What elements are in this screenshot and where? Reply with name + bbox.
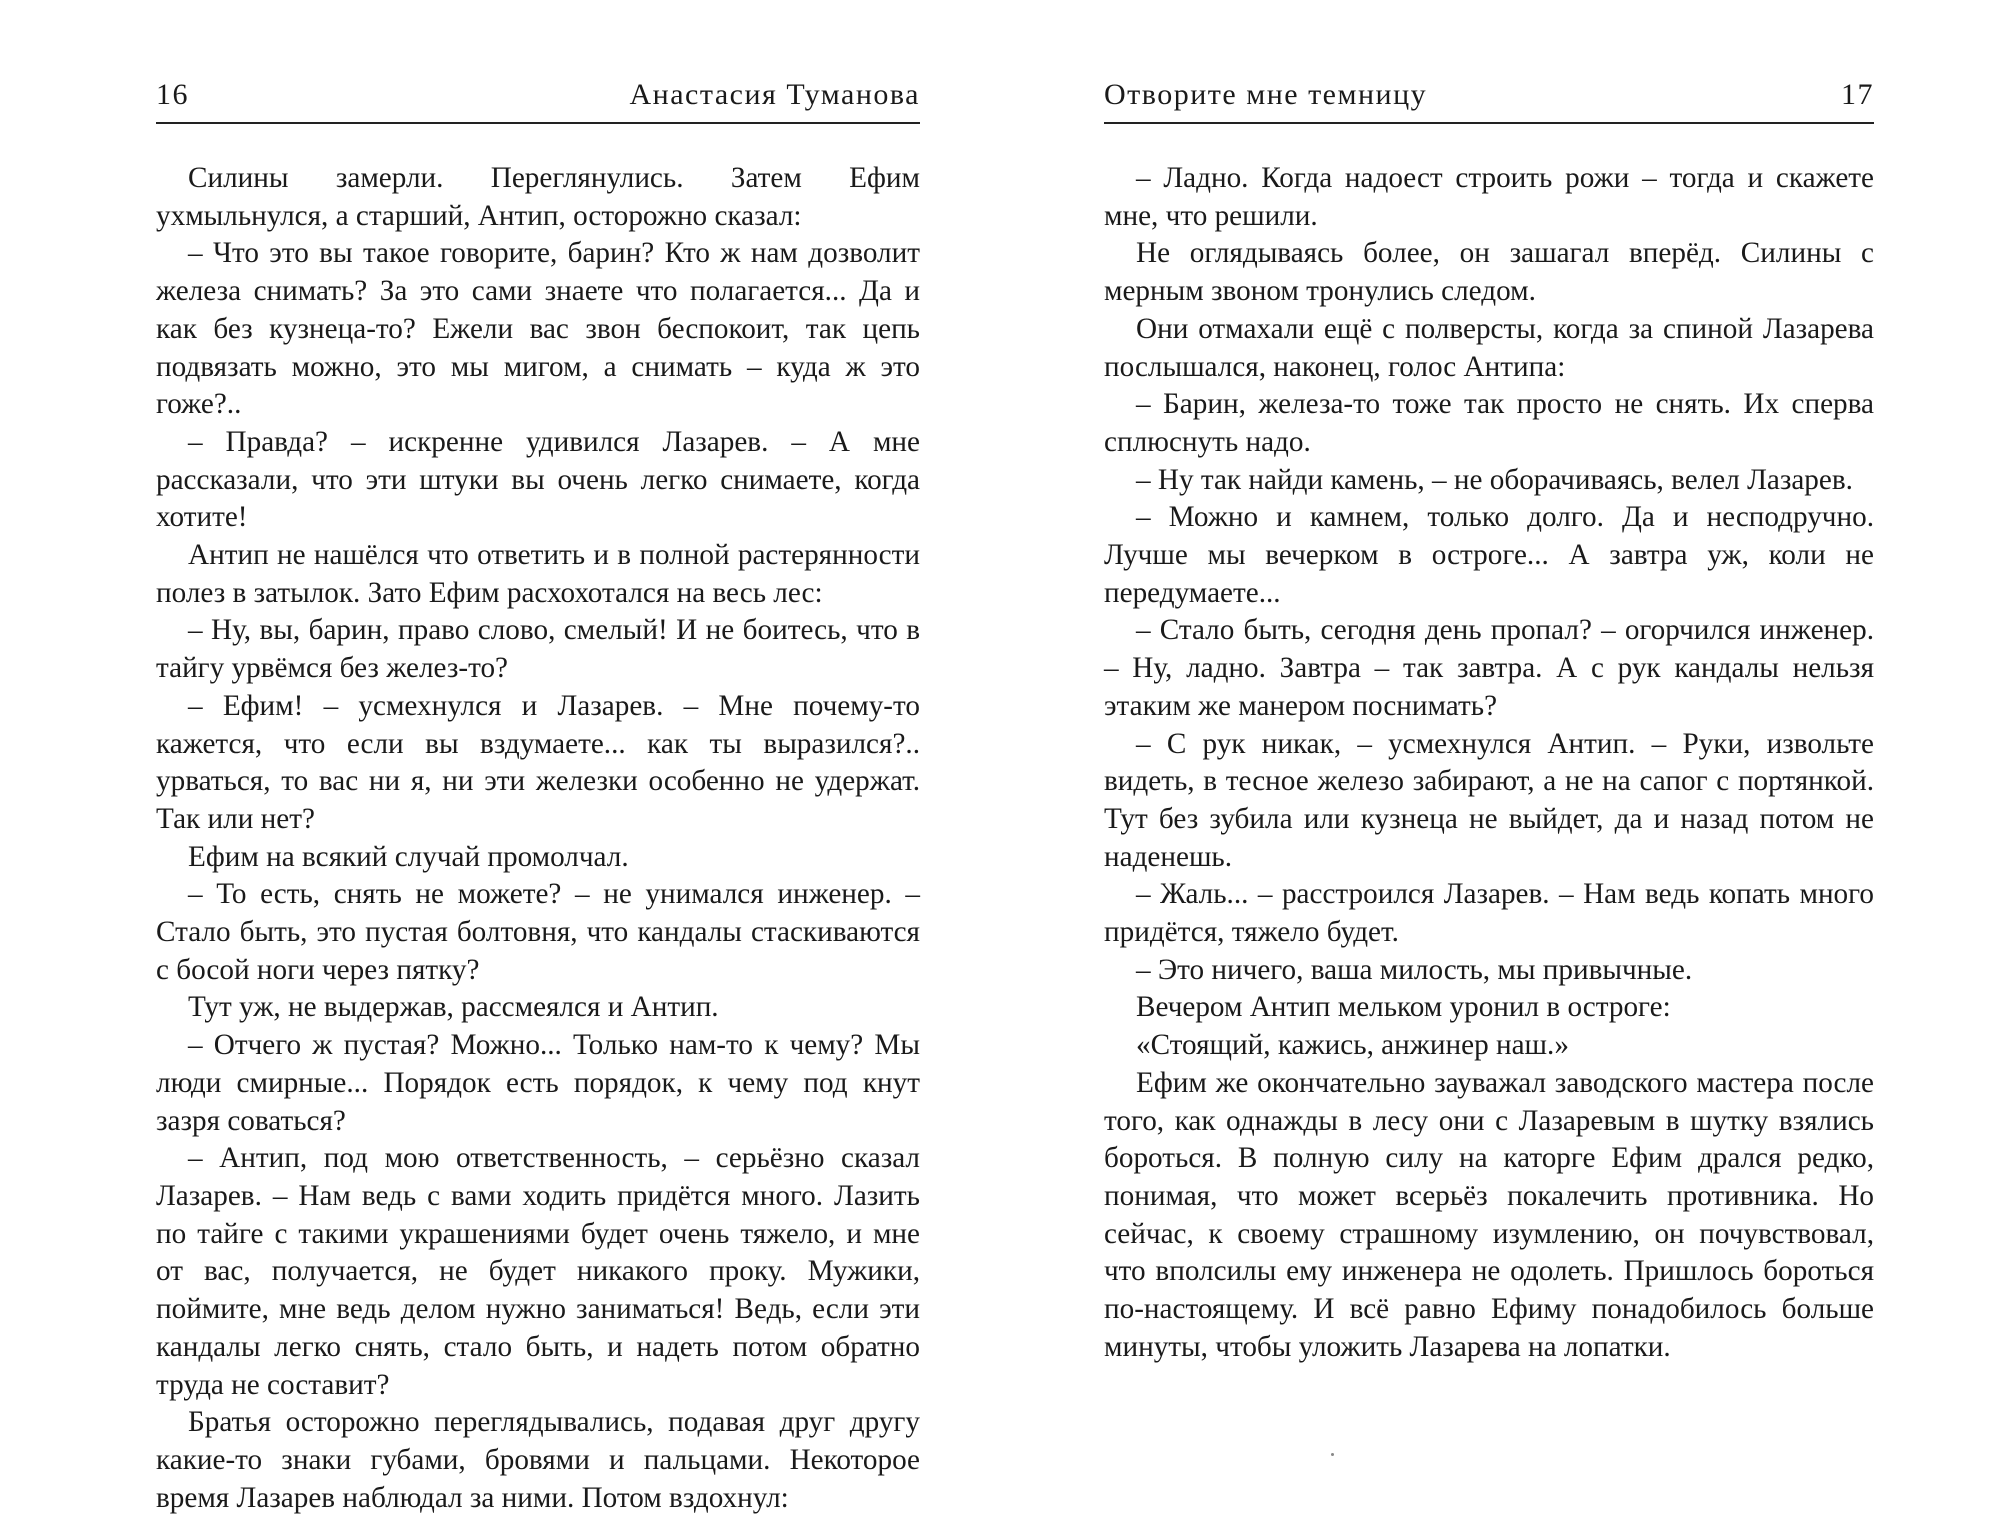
paragraph: – Отчего ж пустая? Можно... Только нам-то к чему? Мы люди смирные... Порядок есть порядок, к чему под кнут зазря соваться? [156, 1029, 920, 1137]
paragraph: «Стоящий, кажись, анжинер наш.» [1136, 1029, 1569, 1062]
paragraph: Они отмахали ещё с полверсты, когда за спиной Лазарева послышался, наконец, голос Антипа: [1104, 312, 1874, 383]
page-number: 17 [1841, 78, 1874, 111]
paragraph: Ефим на всякий случай промолчал. [188, 840, 629, 873]
paragraph: – Антип, под мою ответственность, – серьёзно сказал Лазарев. – Нам ведь с вами ходить придётся много. Лазить по тайге с такими украшениями будет очень тяжело, и мне от вас, получается, не будет никакого проку. Мужики, поймите, мне ведь делом нужно заниматься! Ведь, если эти кандалы легко снять, стало быть, и надеть потом обратно труда не составит? [156, 1142, 920, 1401]
right-page-header [1104, 78, 1874, 124]
paragraph: – Что это вы такое говорите, барин? Кто ж нам дозволит железа снимать? За это сами знаете что полагается... Да и как без кузнеца-то? Ежели вас звон беспокоит, так цепь подвязать можно, это мы мигом, а снимать – куда ж это гоже?.. [156, 237, 920, 421]
paragraph: – Ну, вы, барин, право слово, смелый! И не боитесь, что в тайгу урвёмся без желез-то? [156, 614, 920, 685]
paragraph: – Стало быть, сегодня день пропал? – огорчился инженер. – Ну, ладно. Завтра – так завтра. А с рук кандалы нельзя этаким же манером поснимать? [1104, 614, 1874, 722]
paragraph: – Ладно. Когда надоест строить рожи – тогда и скажете мне, что решили. [1104, 162, 1874, 232]
left-page-body [156, 160, 920, 1517]
paragraph: Ефим же окончательно зауважал заводского мастера после того, как однажды в лесу они с Лазаревым в шутку взялись бороться. В полную силу на каторге Ефим дрался редко, понимая, что может всерьёз покалечить противника. Но сейчас, к своему страшному изумлению, он почувствовал, что вполсилы ему инженера не одолеть. Пришлось бороться по-настоящему. И всё равно Ефиму понадобилось больше минуты, чтобы уложить Лазарева на лопатки. [1104, 1066, 1874, 1363]
paragraph: – Барин, железа-то тоже так просто не снять. Их сперва сплюснуть надо. [1104, 388, 1874, 458]
paragraph: – С рук никак, – усмехнулся Антип. – Руки, извольте видеть, в тесное железо забирают, а не на сапог с портянкой. Тут без зубила или кузнеца не выйдет, да и назад потом не наденешь. [1104, 727, 1874, 873]
paragraph: – Можно и камнем, только долго. Да и несподручно. Лучше мы вечерком в остроге... А завтра уж, коли не передумаете... [1104, 501, 1874, 609]
running-head-author: Анастасия Туманова [629, 78, 920, 111]
running-head-title: Отворите мне темницу [1104, 78, 1428, 111]
paragraph: – То есть, снять не можете? – не унимался инженер. – Стало быть, это пустая болтовня, что кандалы стаскиваются с босой ноги через пятку? [156, 878, 920, 986]
right-page-body [1104, 160, 1874, 1367]
page-number: 16 [156, 78, 189, 111]
print-speck [1331, 1453, 1334, 1456]
left-page [0, 0, 1000, 1514]
paragraph: – Это ничего, ваша милость, мы привычные. [1136, 953, 1693, 986]
paragraph: Силины замерли. Переглянулись. Затем Ефим ухмыльнулся, а старший, Антип, осторожно сказал: [156, 162, 920, 232]
paragraph: Не оглядываясь более, он зашагал вперёд. Силины с мерным звоном тронулись следом. [1104, 237, 1874, 308]
paragraph: – Правда? – искренне удивился Лазарев. – А мне рассказали, что эти штуки вы очень легко снимаете, когда хотите! [156, 425, 920, 534]
paragraph: Братья осторожно переглядывались, подавая друг другу какие-то знаки губами, бровями и пальцами. Некоторое время Лазарев наблюдал за ними. Потом вздохнул: [156, 1406, 920, 1514]
paragraph: – Жаль... – расстроился Лазарев. – Нам ведь копать много придётся, тяжело будет. [1104, 878, 1874, 949]
right-page [1000, 0, 2000, 1487]
paragraph: Вечером Антип мельком уронил в остроге: [1136, 991, 1671, 1024]
left-page-header [156, 78, 920, 124]
paragraph: – Ефим! – усмехнулся и Лазарев. – Мне почему-то кажется, что если вы вздумаете... как ты выразился?.. урваться, то вас ни я, ни эти железки особенно не удержат. Так или нет? [156, 689, 920, 835]
paragraph: Тут уж, не выдержав, рассмеялся и Антип. [188, 991, 719, 1024]
paragraph: – Ну так найди камень, – не оборачиваясь, велел Лазарев. [1136, 463, 1853, 496]
paragraph: Антип не нашёлся что ответить и в полной растерянности полез в затылок. Зато Ефим расхохотался на весь лес: [156, 539, 920, 609]
